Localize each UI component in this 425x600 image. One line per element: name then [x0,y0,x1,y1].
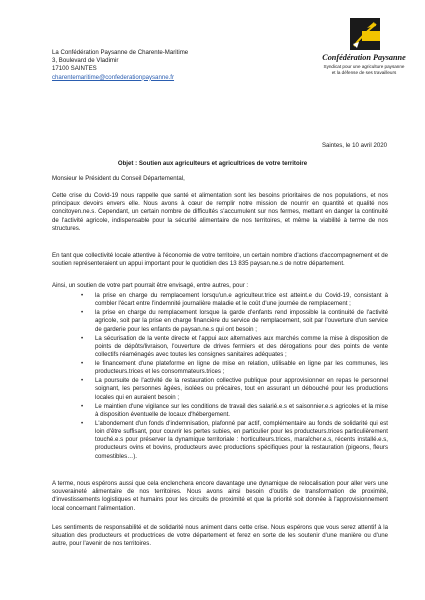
list-item-text: L'abondement d'un fonds d'indemnisation, plafonné par actif, complémentaire au fonds de solidarité qui est loin d'être suffisant, pour couvrir les pertes subies, en particulier pour les producteurs.trices particulièrement touché.e.s pour préserver la dynamique territoriale : horticulteurs.trices, maraîcher.e.s, récents installé.e.s, producteurs ovins et bovins, producteurs avec productions spécifiques pour la restauration (pigeons, fleurs comestibles…). [95,419,388,460]
paragraph-intro: Cette crise du Covid-19 nous rappelle que santé et alimentation sont les besoins prioritaires de nos populations, et nos principaux devoirs envers elle. Nous avons à cœur de remplir notre mission de nourrir en quantité et qualité nos concitoyen.ne.s. Cependant, un certain nombre de difficultés s'accumulent sur nos fermes, mettant en danger la continuité de l'activité agricole, indispensable pour la sécurité alimentaire de nos territoires, et même la viabilité à terme de nos structures. [52,192,388,232]
sender-line: 17100 SAINTES [52,65,97,73]
sender-line: La Confédération Paysanne de Charente-Maritime [52,49,189,56]
paragraph-collectivity: En tant que collectivité locale attentive à l'économie de votre territoire, un certain nombre d'actions d'accompagnement et de soutien représenteraient un appui important pour le quotidien des 13 835 paysan.ne.s de notre département. [52,252,388,268]
logo-emblem-icon [350,18,380,50]
paragraph-closing: Les sentiments de responsabilité et de solidarité nous animent dans cette crise. Nous espérons que vous serez attentif à la situation des producteurs et productrices de votre département et ferez en sorte de les soutenir d'une manière ou d'une autre, pour l'avenir de nos territoires. [52,524,388,548]
bullet-icon: • [81,377,84,385]
list-item [52,292,388,308]
paragraph-relocalisation: A terme, nous espérons aussi que cela enclenchera encore davantage une dynamique de relocalisation pour aller vers une souveraineté alimentaire de nos territoires. Nous avons ainsi besoin d'outils de transformation de proximité, d'investissements logistiques et humains pour les circuits de proximité et que la priorité soit donnée à l'approvisionnement local concernant l'alimentation. [52,480,388,512]
list-item-text: le financement d'une plateforme en ligne de mise en relation, utilisable en ligne par les communes, les producteurs.trices et les consommateurs.trices ; [95,360,388,376]
letter-subject: Objet : Soutien aux agriculteurs et agricultrices de votre territoire [117,160,308,167]
bullet-icon: • [81,360,84,368]
list-item-text: Le maintien d'une vigilance sur les conditions de travail des salarié.e.s et saisonnier.e.s agricoles et la mise à disposition éventuelle de locaux d'hébergement. [95,402,388,418]
letter-greeting: Monsieur le Président du Conseil Départemental, [52,175,185,182]
list-item [52,377,388,402]
list-item [52,403,388,419]
bullet-icon: • [81,419,84,427]
sender-line: 3, Boulevard de Vladimir [52,57,119,65]
sender-address [52,49,188,82]
list-item [52,420,388,461]
sender-email-link[interactable]: charentemaritime@confederationpaysanne.fr [52,73,175,81]
list-item-text: la prise en charge du remplacement lorsqu'un.e agriculteur.trice est atteint.e du Covid-19, consistant à combler l'écart entre l'indemnité journalière maladie et le coût d'une journée de remplacement ; [95,292,388,308]
bullet-icon: • [81,402,84,410]
support-measures-list [52,292,388,462]
list-item-text: La poursuite de l'activité de la restauration collective publique pour approvisionner en repas le personnel soignant, les personnes âgées, isolées ou précaires, tout en assurant un débouché pour les productions locales qui en auraient besoin ; [95,377,388,401]
list-item-text: La sécurisation de la vente directe et l'appui aux alternatives aux marchés comme la mise à disposition de points de dépôts/livraison, l'ouverture de drives fermiers et des dérogations pour des points de vente collectifs réaménagés avec toutes les consignes sanitaires adéquates ; [95,334,388,359]
list-item-text: la prise en charge du remplacement lorsque la garde d'enfants rend impossible la continuité de l'activité agricole, soit par la prise en charge financière du service de remplacement, soit par l'ouverture d'un service de garderie pour les enfants de paysan.ne.s qui ont besoin ; [95,309,388,333]
letter-date: Saintes, le 10 avril 2020 [321,142,387,149]
bullet-icon: • [81,334,84,342]
logo-tagline: Syndicat pour une agriculture paysanne et la défense de ses travailleurs [323,64,405,75]
bullet-icon: • [81,309,84,317]
paragraph-support-lead: Ainsi, un soutien de votre part pourrait être envisagé, entre autres, pour : [52,282,249,289]
list-item [52,309,388,334]
logo-name: Confédération Paysanne [322,53,406,62]
bullet-icon: • [81,292,84,299]
confederation-paysanne-logo [322,18,406,94]
list-item [52,360,388,376]
list-item [52,335,388,360]
